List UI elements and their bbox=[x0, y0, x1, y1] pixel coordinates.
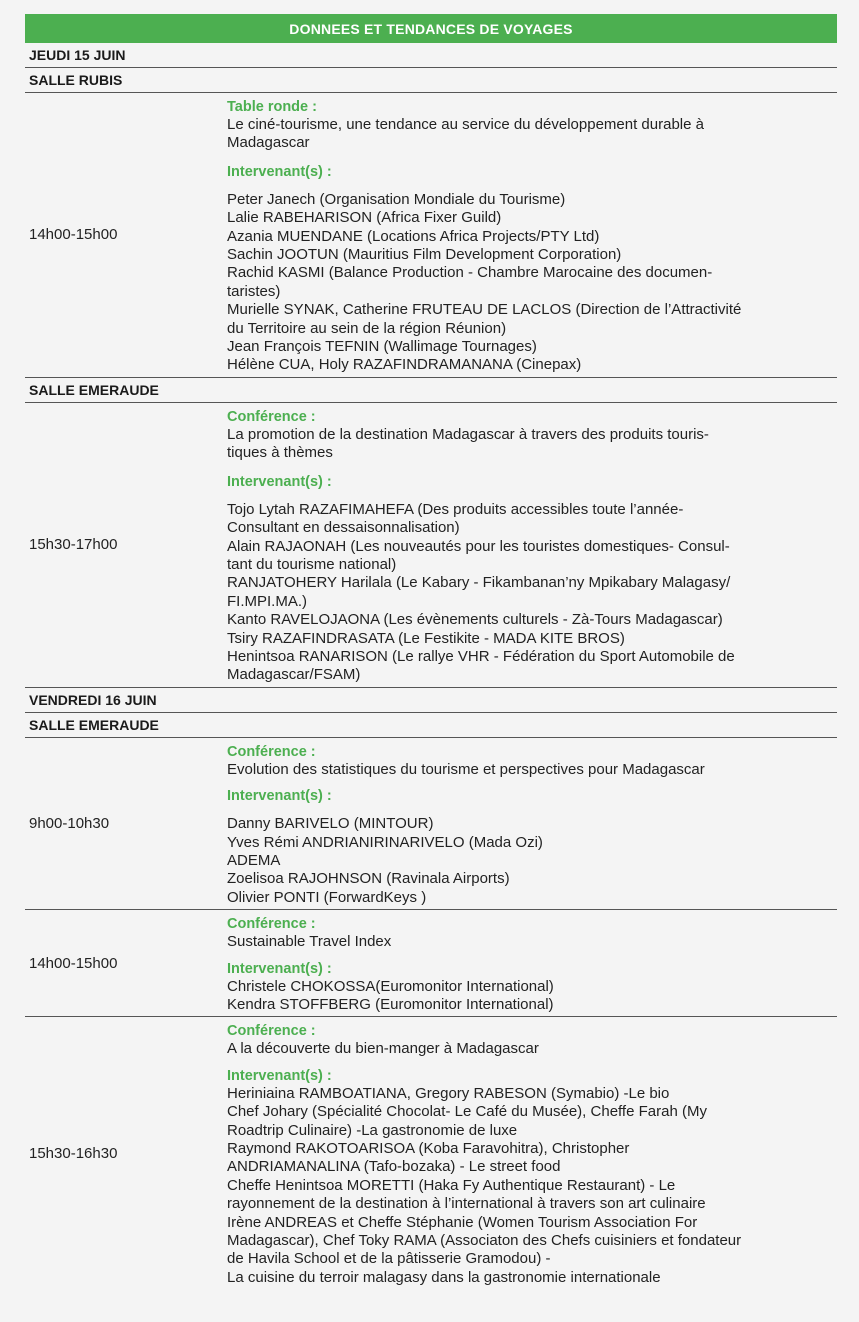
speaker-line: Zoelisoa RAJOHNSON (Ravinala Airports) bbox=[227, 870, 510, 888]
program-table bbox=[25, 14, 837, 1289]
speaker-line: RANJATOHERY Harilala (Le Kabary - Fikambanan’ny Mpikabary Malagasy/ bbox=[227, 574, 731, 592]
session-details bbox=[227, 738, 837, 909]
speaker-line: Raymond RAKOTOARISOA (Koba Faravohitra), Christopher bbox=[227, 1140, 630, 1158]
speaker-line: Jean François TEFNIN (Wallimage Tournages) bbox=[227, 338, 537, 356]
session-details bbox=[227, 1017, 837, 1289]
session-row bbox=[25, 1017, 837, 1289]
speaker-line: rayonnement de la destination à l’international à travers son art culinaire bbox=[227, 1195, 706, 1213]
room-heading: SALLE EMERAUDE bbox=[25, 378, 837, 403]
day-heading: JEUDI 15 JUIN bbox=[25, 43, 837, 68]
speaker-line: Chef Johary (Spécialité Chocolat- Le Café du Musée), Cheffe Farah (My bbox=[227, 1103, 707, 1121]
session-title-line: Sustainable Travel Index bbox=[227, 933, 392, 951]
speaker-line: Sachin JOOTUN (Mauritius Film Development Corporation) bbox=[227, 246, 622, 264]
speaker-line: ADEMA bbox=[227, 851, 281, 869]
session-row bbox=[25, 910, 837, 1017]
speaker-line: Tsiry RAZAFINDRASATA (Le Festikite - MADA KITE BROS) bbox=[227, 629, 625, 647]
speaker-line: Tojo Lytah RAZAFIMAHEFA (Des produits accessibles toute l’année- bbox=[227, 500, 684, 518]
speaker-line: Lalie RABEHARISON (Africa Fixer Guild) bbox=[227, 209, 502, 227]
session-type-label: Conférence : bbox=[227, 743, 316, 760]
program-body bbox=[25, 43, 837, 1289]
speaker-line: Madagascar), Chef Toky RAMA (Associaton des Chefs cuisiniers et fondateur bbox=[227, 1232, 742, 1250]
session-title-line: A la découverte du bien-manger à Madagascar bbox=[227, 1040, 539, 1058]
speaker-line: Roadtrip Culinaire) -La gastronomie de luxe bbox=[227, 1121, 518, 1139]
speaker-line: de Havila School et de la pâtisserie Gramodou) - bbox=[227, 1250, 551, 1268]
speaker-line: ANDRIAMANALINA (Tafo-bozaka) - Le street food bbox=[227, 1158, 561, 1176]
session-title-line: Madagascar bbox=[227, 134, 310, 152]
session-time: 15h30-16h30 bbox=[29, 1144, 118, 1162]
session-time: 9h00-10h30 bbox=[29, 814, 110, 832]
session-type-label: Table ronde : bbox=[227, 99, 317, 115]
speaker-line: Peter Janech (Organisation Mondiale du Tourisme) bbox=[227, 190, 566, 208]
session-title-line: Le ciné-tourisme, une tendance au service du développement durable à bbox=[227, 116, 704, 133]
speaker-line: Christele CHOKOSSA(Euromonitor International) bbox=[227, 977, 554, 995]
session-time: 14h00-15h00 bbox=[29, 226, 118, 244]
speaker-line: Danny BARIVELO (MINTOUR) bbox=[227, 815, 434, 833]
speakers-label: Intervenant(s) : bbox=[227, 788, 332, 805]
session-details bbox=[227, 403, 837, 687]
speaker-line: Kanto RAVELOJAONA (Les évènements culturels - Zà-Tours Madagascar) bbox=[227, 611, 723, 629]
speakers-label: Intervenant(s) : bbox=[227, 960, 332, 977]
session-time: 14h00-15h00 bbox=[29, 954, 118, 972]
speaker-line: Kendra STOFFBERG (Euromonitor International) bbox=[227, 996, 554, 1013]
day-heading: VENDREDI 16 JUIN bbox=[25, 688, 837, 713]
speaker-line: taristes) bbox=[227, 282, 281, 300]
speaker-line: Irène ANDREAS et Cheffe Stéphanie (Women Tourism Association For bbox=[227, 1213, 698, 1231]
speaker-line: Olivier PONTI (ForwardKeys ) bbox=[227, 888, 427, 906]
speaker-line: La cuisine du terroir malagasy dans la gastronomie internationale bbox=[227, 1268, 661, 1286]
session-row bbox=[25, 93, 837, 378]
speaker-line: Hélène CUA, Holy RAZAFINDRAMANANA (Cinepax) bbox=[227, 356, 582, 374]
speakers-label: Intervenant(s) : bbox=[227, 1067, 332, 1084]
session-details bbox=[227, 93, 837, 377]
session-type-label: Conférence : bbox=[227, 408, 316, 425]
session-title-line: Evolution des statistiques du tourisme et perspectives pour Madagascar bbox=[227, 760, 705, 778]
speaker-line: Cheffe Henintsoa MORETTI (Haka Fy Authentique Restaurant) - Le bbox=[227, 1176, 676, 1194]
room-heading: SALLE EMERAUDE bbox=[25, 713, 837, 738]
speaker-line: Yves Rémi ANDRIANIRINARIVELO (Mada Ozi) bbox=[227, 833, 543, 851]
speaker-line: FI.MPI.MA.) bbox=[227, 592, 307, 610]
speaker-line: Murielle SYNAK, Catherine FRUTEAU DE LACLOS (Direction de l’Attractivité bbox=[227, 301, 742, 319]
room-heading: SALLE RUBIS bbox=[25, 68, 837, 93]
speaker-line: Azania MUENDANE (Locations Africa Projects/PTY Ltd) bbox=[227, 227, 600, 245]
speaker-line: Alain RAJAONAH (Les nouveautés pour les touristes domestiques- Consul- bbox=[227, 537, 730, 555]
speaker-line: Heriniaina RAMBOATIANA, Gregory RABESON (Symabio) -Le bio bbox=[227, 1084, 670, 1102]
speaker-line: Henintsoa RANARISON (Le rallye VHR - Fédération du Sport Automobile de bbox=[227, 647, 735, 665]
section-title-banner: DONNEES ET TENDANCES DE VOYAGES bbox=[25, 14, 837, 43]
speakers-label: Intervenant(s) : bbox=[227, 163, 332, 180]
session-type-label: Conférence : bbox=[227, 916, 316, 933]
session-type-label: Conférence : bbox=[227, 1023, 316, 1040]
session-title-line: La promotion de la destination Madagascar à travers des produits touris- bbox=[227, 425, 709, 443]
session-title-line: tiques à thèmes bbox=[227, 444, 333, 462]
session-row bbox=[25, 738, 837, 910]
speaker-line: Madagascar/FSAM) bbox=[227, 666, 361, 684]
session-details bbox=[227, 910, 837, 1016]
speaker-line: Consultant en dessaisonnalisation) bbox=[227, 519, 460, 537]
session-time: 15h30-17h00 bbox=[29, 536, 118, 554]
speaker-line: Rachid KASMI (Balance Production - Chambre Marocaine des documen- bbox=[227, 264, 713, 282]
speakers-label: Intervenant(s) : bbox=[227, 473, 332, 490]
speaker-line: tant du tourisme national) bbox=[227, 555, 397, 573]
speaker-line: du Territoire au sein de la région Réunion) bbox=[227, 319, 507, 337]
session-row bbox=[25, 403, 837, 688]
